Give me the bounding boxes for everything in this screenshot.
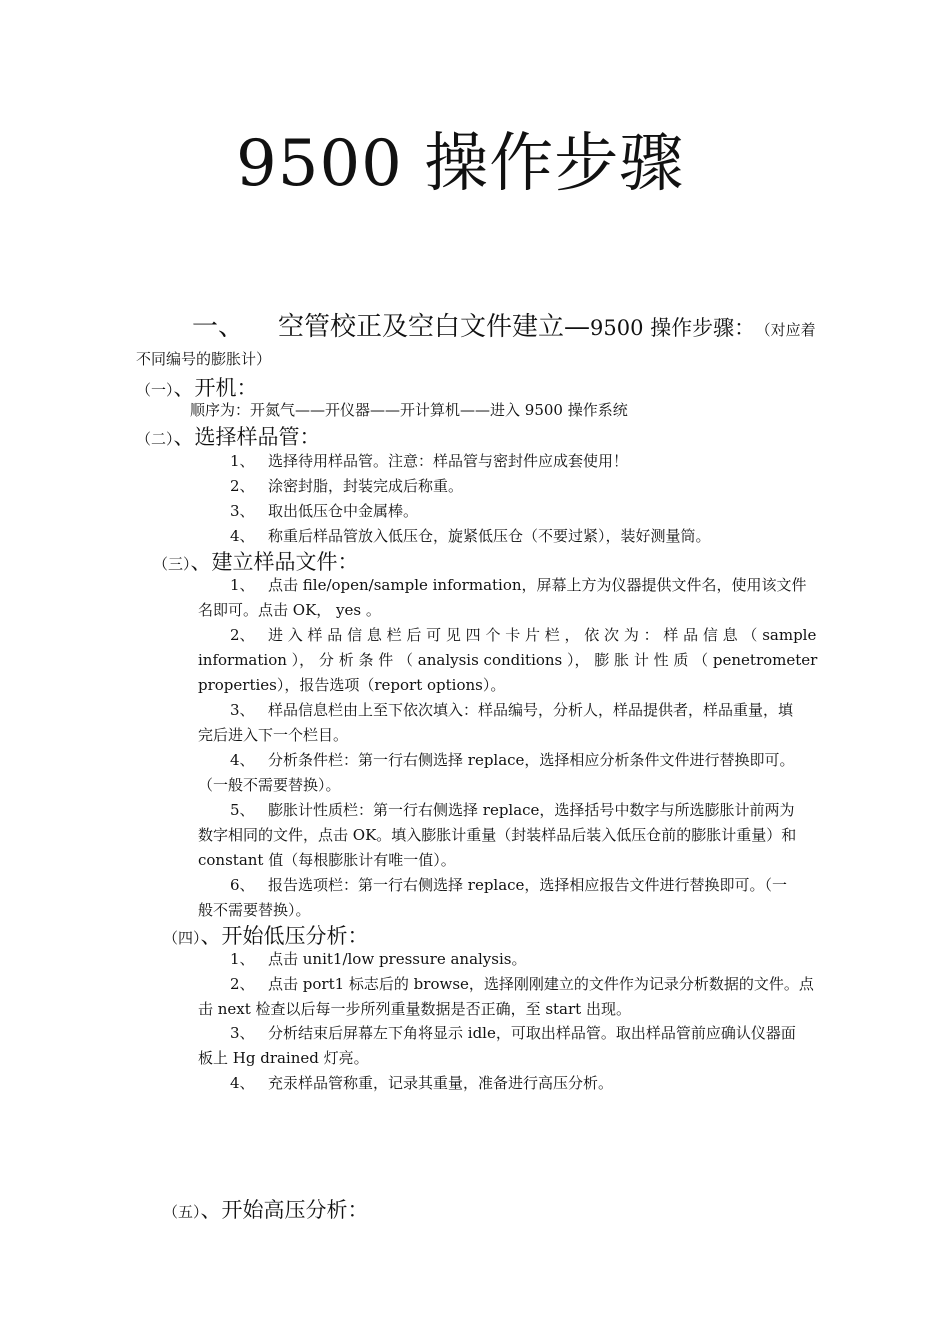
list-item-continuation: 名即可。点击 OK， yes 。 [198,601,381,619]
list-item: 2、 涂密封脂，封装完成后称重。 [230,477,464,495]
list-item: 3、 取出低压仓中金属棒。 [230,502,419,520]
list-item: 2、 点击 port1 标志后的 browse，选择刚刚建立的文件作为记录分析数据的文件。点 [230,975,814,993]
list-item: 4、 分析条件栏：第一行右侧选择 replace，选择相应分析条件文件进行替换即可。 [230,751,795,769]
list-item: 4、 充汞样品管称重，记录其重量，准备进行高压分析。 [230,1074,614,1092]
list-item-continuation: information ）， 分 析 条 件 （ analysis conditions ）， 膨 胀 计 性 质 （ penetrometer [198,651,818,669]
section-heading-text: 空管校正及空白文件建立— [278,312,591,342]
list-item: 3、 样品信息栏由上至下依次填入：样品编号，分析人，样品提供者，样品重量，填 [230,701,794,719]
list-item: 2、 进 入 样 品 信 息 栏 后 可 见 四 个 卡 片 栏 ， 依 次 为 ： 样 品 信 息 （ sample [230,626,817,644]
section-note-start: （对应着 [763,321,816,339]
section-note-end: 不同编号的膨胀计） [136,350,272,368]
subsection-prefix: （一） [136,381,174,399]
subsection-title: 、开始低压分析： [200,924,369,948]
section-heading-mixed: 9500 操作步骤： [590,316,756,340]
subsection-title: 、开始高压分析： [200,1198,369,1222]
subsection-prefix: （四） [163,929,201,947]
list-item: 6、 报告选项栏：第一行右侧选择 replace，选择相应报告文件进行替换即可。（一 [230,876,787,894]
subsection-title: 、开机： [173,376,258,400]
list-item: 1、 选择待用样品管。注意：样品管与密封件应成套使用！ [230,452,629,470]
list-item: 3、 分析结束后屏幕左下角将显示 idle，可取出样品管。取出样品管前应确认仪器面 [230,1024,796,1042]
list-item: 4、 称重后样品管放入低压仓，旋紧低压仓（不要过紧），装好测量筒。 [230,527,711,545]
list-item-continuation: properties），报告选项（report options）。 [198,676,506,694]
list-item-continuation: 数字相同的文件，点击 OK。填入膨胀计重量（封装样品后装入低压仓前的膨胀计重量）和 [198,826,797,844]
paragraph: 顺序为：开氮气——开仪器——开计算机——进入 9500 操作系统 [190,401,628,419]
subsection-title: 、选择样品管： [173,425,321,449]
page-title: 9500 操作步骤 [236,127,685,201]
subsection-prefix: （五） [163,1203,201,1221]
subsection-prefix: （二） [136,430,174,448]
list-item: 5、 膨胀计性质栏：第一行右侧选择 replace，选择括号中数字与所选膨胀计前两为 [230,801,795,819]
list-item-continuation: 击 next 检查以后每一步所列重量数据是否正确，至 start 出现。 [198,1000,631,1018]
list-item-continuation: 般不需要替换）。 [198,901,311,919]
list-item: 1、 点击 unit1/low pressure analysis。 [230,950,527,968]
subsection-prefix: （三） [153,555,191,573]
section-number: 一、 [192,312,245,342]
subsection-title: 、建立样品文件： [190,550,359,574]
list-item-continuation: 完后进入下一个栏目。 [198,726,349,744]
section-heading [192,309,816,348]
list-item-continuation: constant 值（每根膨胀计有唯一值）。 [198,851,456,869]
subsection-heading [163,1196,369,1226]
list-item: 1、 点击 file/open/sample information，屏幕上方为仪器提供文件名，使用该文件 [230,576,807,594]
list-item-continuation: 板上 Hg drained 灯亮。 [198,1049,369,1067]
list-item-continuation: （一般不需要替换）。 [198,776,341,794]
